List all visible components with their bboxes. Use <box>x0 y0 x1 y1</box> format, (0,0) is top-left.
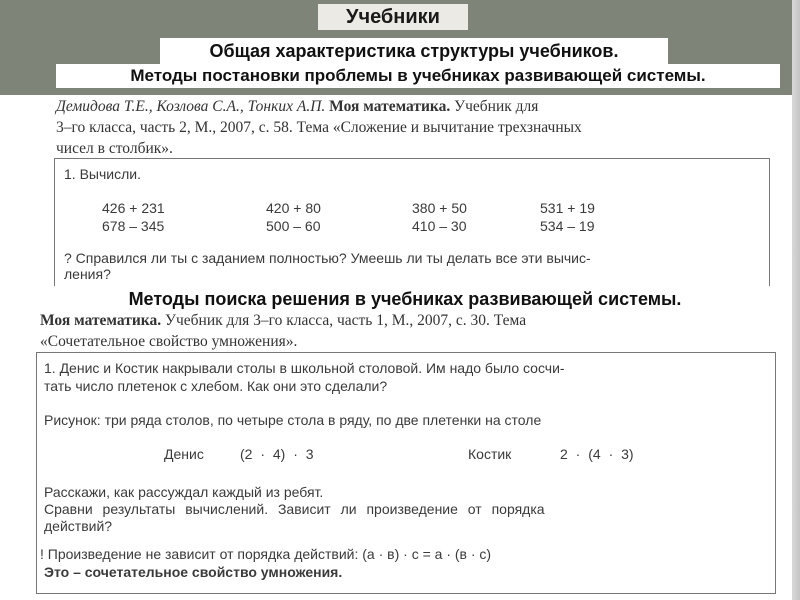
expression: 534 – 19 <box>540 218 595 234</box>
compare-line-2: действий? <box>44 518 113 534</box>
expression: 531 + 19 <box>540 200 595 216</box>
reference-rest: Учебник для <box>454 98 539 115</box>
reference-2-line-1 <box>40 310 790 331</box>
reference-line-1 <box>56 96 786 117</box>
subtitle-structure: Общая характеристика структуры учебников. <box>160 38 668 64</box>
tell-line: Расскажи, как рассуждал каждый из ребят. <box>44 484 324 500</box>
reference-authors: Демидова Т.Е., Козлова С.А., Тонких А.П. <box>56 98 326 115</box>
expression: 678 – 345 <box>102 218 165 234</box>
question-line-2: ления? <box>64 266 111 282</box>
task-2-line-2: тать число плетенок с хлебом. Как они это сделали? <box>44 378 388 394</box>
kostik-label: Костик <box>468 446 512 462</box>
reference-book-title: Моя математика. <box>329 98 451 115</box>
expression: 380 + 50 <box>412 200 467 216</box>
reference-2-rest: Учебник для 3–го класса, часть 1, М., 2007, с. 30. Тема <box>164 312 527 329</box>
rule-line-1: ! Произведение не зависит от порядка действий: (а · в) · с = а · (в · с) <box>40 546 492 562</box>
denis-label: Денис <box>164 446 204 462</box>
task-2-line-1: 1. Денис и Костик накрывали столы в школьной столовой. Им надо было сосчи- <box>44 360 565 376</box>
expression: 426 + 231 <box>102 200 165 216</box>
reference-2-book-title: Моя математика. <box>40 312 162 329</box>
picture-description: Рисунок: три ряда столов, по четыре стола в ряду, по две плетенки на столе <box>44 412 542 428</box>
kostik-expression: 2 · (4 · 3) <box>560 446 634 462</box>
task-1-label: 1. Вычисли. <box>64 166 141 182</box>
subtitle-problem-methods: Методы постановки проблемы в учебниках развивающей системы. <box>56 64 780 88</box>
compare-line-1: Сравни результаты вычислений. Зависит ли произведение от порядка <box>44 501 545 517</box>
section-heading-search-methods: Методы поиска решения в учебниках развивающей системы. <box>40 286 770 312</box>
slide-title: Учебники <box>318 4 468 30</box>
question-line-1: ? Справился ли ты с заданием полностью? Умеешь ли ты делать все эти вычис- <box>64 250 591 266</box>
rule-line-2: Это – сочетательное свойство умножения. <box>44 564 343 580</box>
reference-line-3: чисел в столбик». <box>56 140 173 157</box>
expression: 410 – 30 <box>412 218 467 234</box>
page-edge-shadow <box>792 0 800 600</box>
denis-expression: (2 · 4) · 3 <box>240 446 314 462</box>
expression: 500 – 60 <box>266 218 321 234</box>
reference-2-line-2: «Сочетательное свойство умножения». <box>40 333 298 350</box>
expression: 420 + 80 <box>266 200 321 216</box>
reference-line-2: 3–го класса, часть 2, М., 2007, с. 58. Тема «Сложение и вычитание трехзначных <box>56 119 582 136</box>
